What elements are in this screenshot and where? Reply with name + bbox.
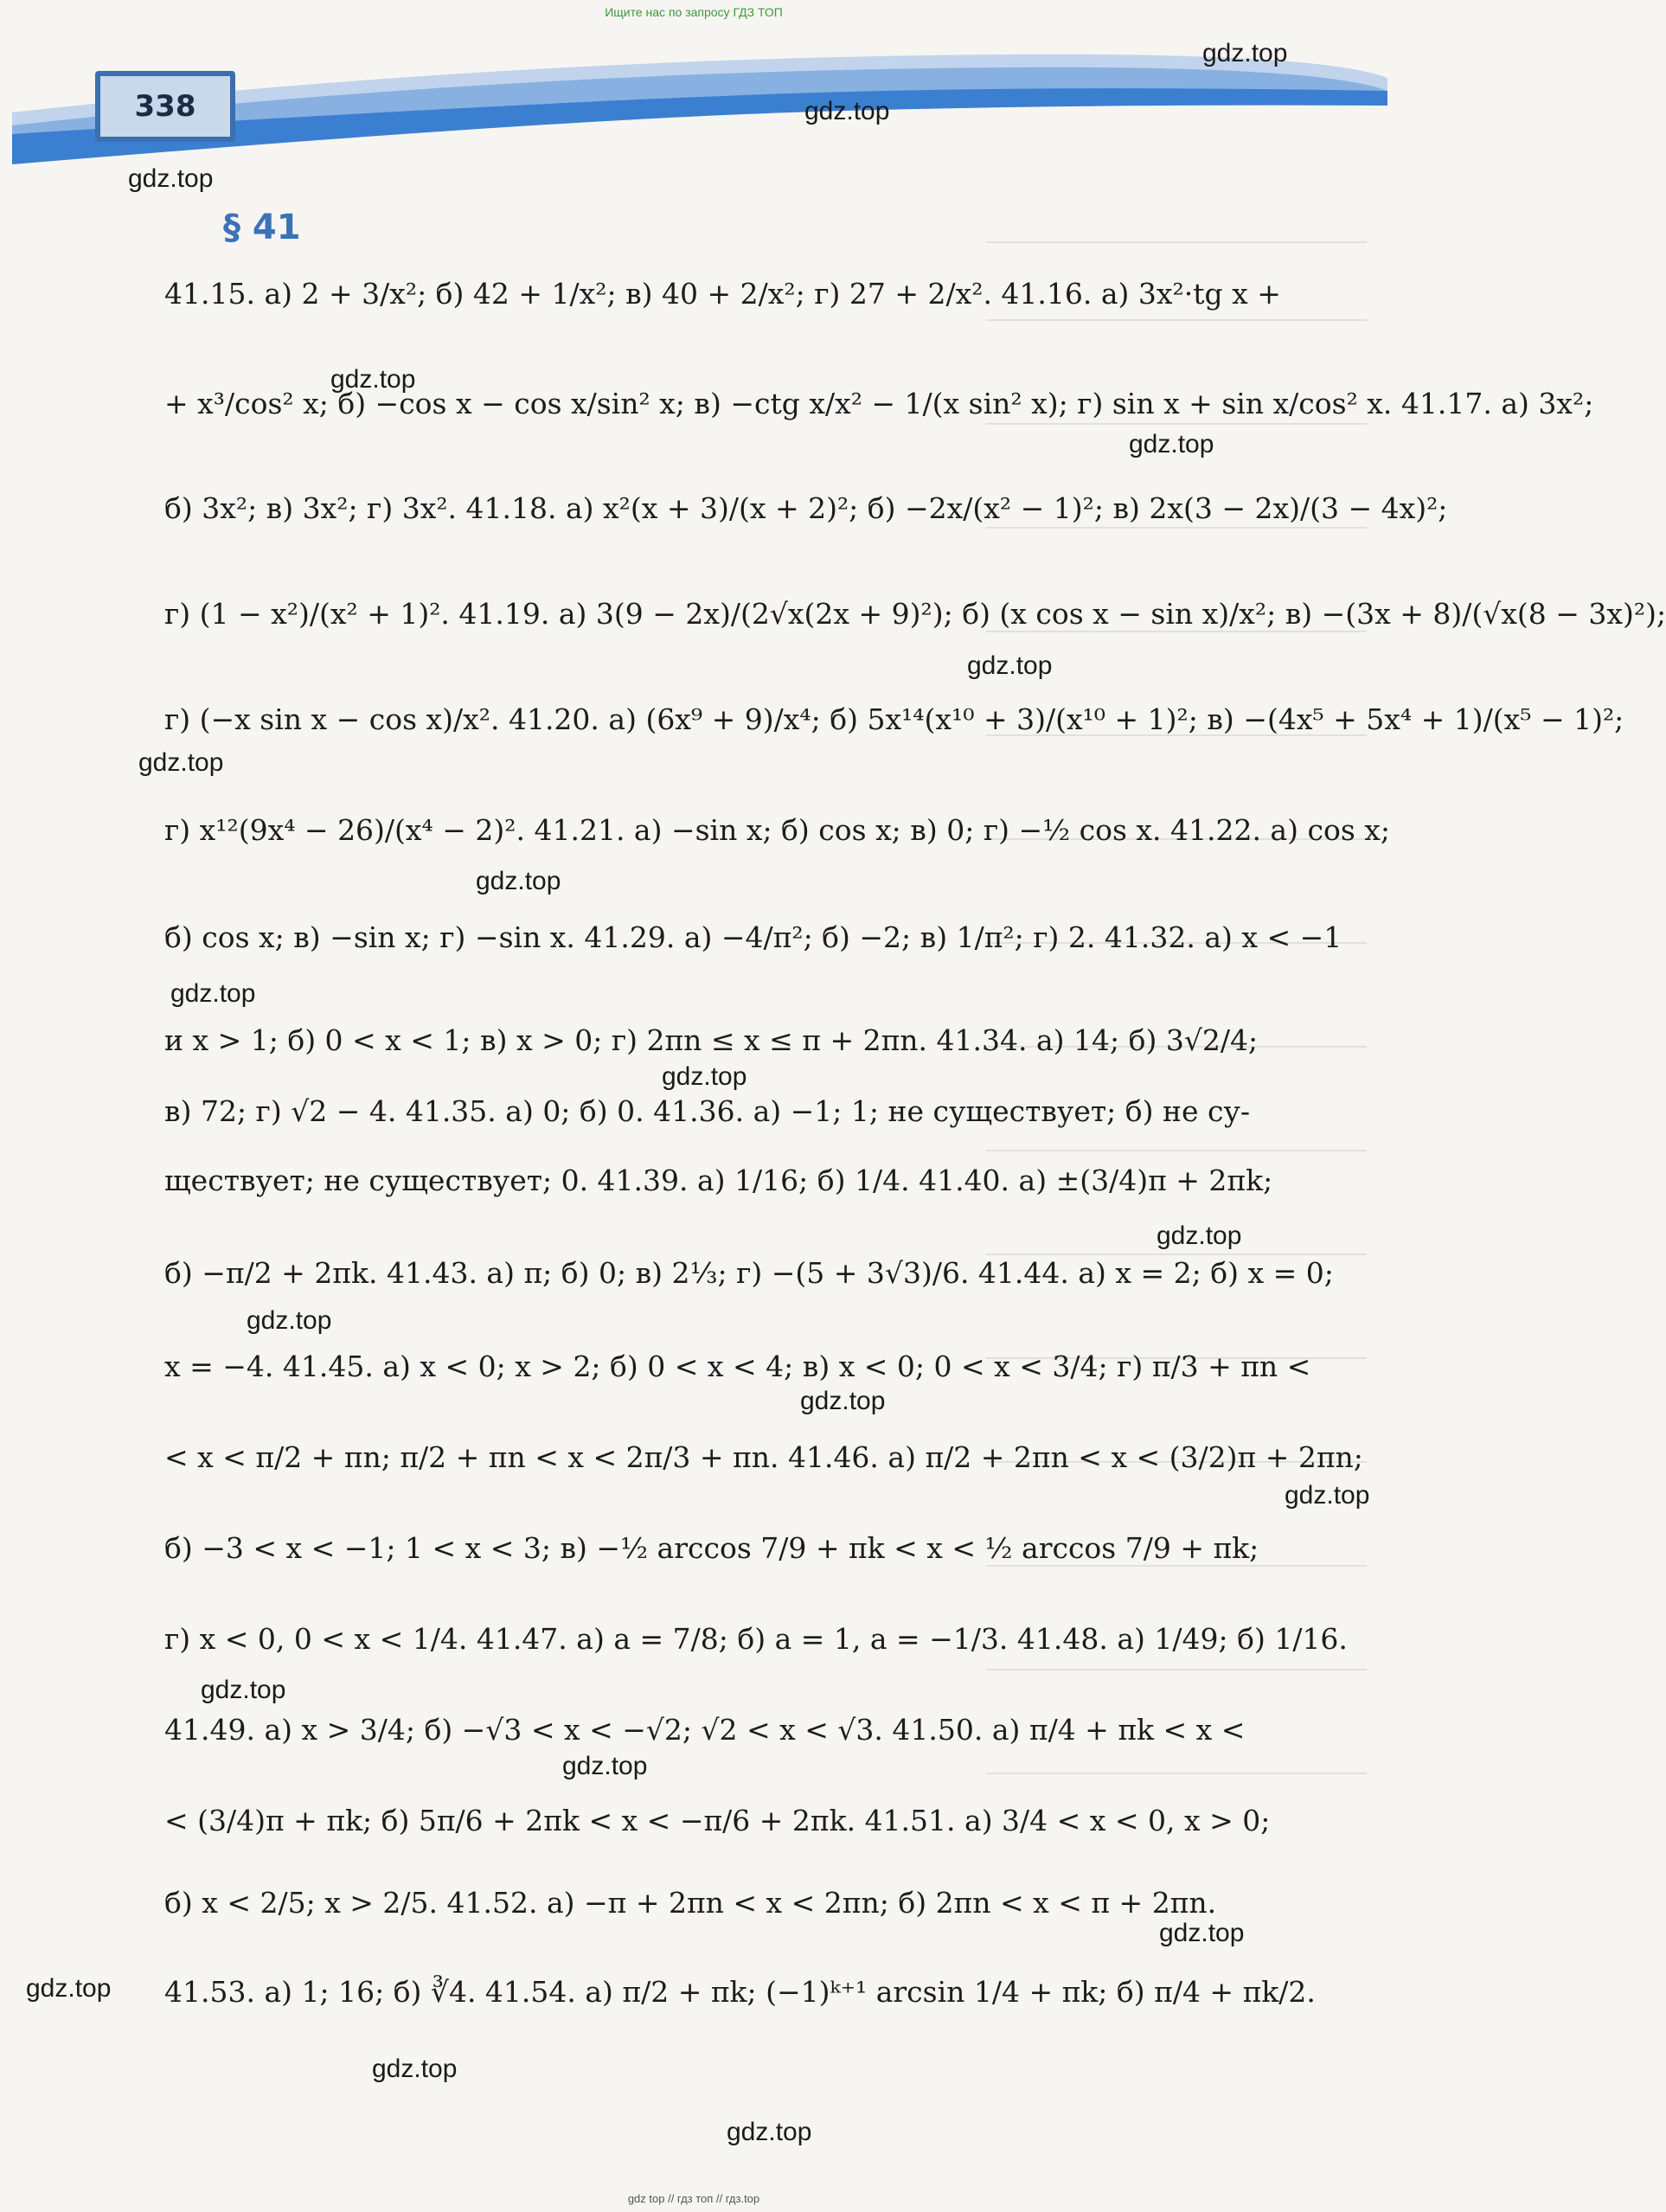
answer-line: < (3/4)π + πk; б) 5π/6 + 2πk < x < −π/6 + 2πk. 41.51. а) 3/4 < x < 0, x > 0; (164, 1804, 1271, 1837)
watermark: gdz.top (1285, 1481, 1370, 1510)
answer-line: б) −π/2 + 2πk. 41.43. а) π; б) 0; в) 2⅓; г) −(5 + 3√3)/6. 41.44. а) x = 2; б) x = 0; (164, 1256, 1334, 1290)
watermark: gdz.top (1159, 1919, 1245, 1947)
watermark: gdz.top (26, 1974, 112, 2003)
page-number: 338 (95, 71, 235, 142)
watermark: gdz.top (727, 2118, 812, 2146)
watermark: gdz.top (662, 1062, 747, 1091)
answer-line: + x³/cos² x; б) −cos x − cos x/sin² x; в) −ctg x/x² − 1/(x sin² x); г) sin x + sin x/cos² x. 41.17. а) 3x²; (164, 387, 1594, 420)
answer-line: б) 3x²; в) 3x²; г) 3x². 41.18. а) x²(x + 3)/(x + 2)²; б) −2x/(x² − 1)²; в) 2x(3 − 2x)/(3 − 4x)²; (164, 491, 1448, 525)
answer-line: 41.53. а) 1; 16; б) ∛4. 41.54. а) π/2 + πk; (−1)ᵏ⁺¹ arcsin 1/4 + πk; б) π/4 + πk/2. (164, 1975, 1316, 2009)
watermark: gdz.top (1157, 1221, 1242, 1250)
answer-line: < x < π/2 + πn; π/2 + πn < x < 2π/3 + πn. 41.46. а) π/2 + 2πn < x < (3/2)π + 2πn; (164, 1440, 1363, 1474)
answer-line: б) x < 2/5; x > 2/5. 41.52. а) −π + 2πn < x < 2πn; б) 2πn < x < π + 2πn. (164, 1886, 1217, 1920)
watermark: gdz.top (330, 365, 416, 394)
answer-line: ществует; не существует; 0. 41.39. а) 1/16; б) 1/4. 41.40. а) ±(3/4)π + 2πk; (164, 1164, 1273, 1197)
watermark: gdz.top (372, 2055, 458, 2083)
answer-line: г) (1 − x²)/(x² + 1)². 41.19. а) 3(9 − 2x)/(2√x(2x + 9)²); б) (x cos x − sin x)/x²; в) −(3x + 8)/(√x(8 − 3x)²); (164, 597, 1666, 631)
watermark: gdz.top (1129, 430, 1214, 458)
answer-line: x = −4. 41.45. а) x < 0; x > 2; б) 0 < x < 4; в) x < 0; 0 < x < 3/4; г) π/3 + πn < (164, 1350, 1311, 1383)
answer-line: в) 72; г) √2 − 4. 41.35. а) 0; б) 0. 41.36. а) −1; 1; не существует; б) не су- (164, 1094, 1251, 1128)
watermark: gdz.top (128, 164, 214, 193)
top-note: Ищите нас по запросу ГДЗ ТОП (605, 5, 783, 19)
watermark: gdz.top (138, 748, 224, 777)
watermark: gdz.top (247, 1306, 332, 1335)
answer-line: 41.15. а) 2 + 3/x²; б) 42 + 1/x²; в) 40 + 2/x²; г) 27 + 2/x². 41.16. а) 3x²·tg x + (164, 277, 1281, 311)
watermark: gdz.top (800, 1387, 886, 1415)
answer-line: б) −3 < x < −1; 1 < x < 3; в) −½ arccos 7/9 + πk < x < ½ arccos 7/9 + πk; (164, 1531, 1259, 1565)
section-title: § 41 (223, 208, 301, 247)
answer-line: г) x < 0, 0 < x < 1/4. 41.47. а) a = 7/8; б) a = 1, a = −1/3. 41.48. а) 1/49; б) 1/16. (164, 1622, 1348, 1656)
answer-line: 41.49. а) x > 3/4; б) −√3 < x < −√2; √2 < x < √3. 41.50. а) π/4 + πk < x < (164, 1713, 1246, 1747)
watermark: gdz.top (804, 97, 890, 125)
watermark: gdz.top (201, 1676, 286, 1704)
answer-line: г) x¹²(9x⁴ − 26)/(x⁴ − 2)². 41.21. а) −sin x; б) cos x; в) 0; г) −½ cos x. 41.22. а) cos x; (164, 813, 1390, 847)
watermark: gdz.top (1202, 39, 1288, 67)
watermark: gdz.top (967, 651, 1053, 680)
watermark: gdz.top (476, 867, 561, 895)
watermark: gdz.top (562, 1752, 648, 1780)
answer-line: г) (−x sin x − cos x)/x². 41.20. а) (6x⁹ + 9)/x⁴; б) 5x¹⁴(x¹⁰ + 3)/(x¹⁰ + 1)²; в) −(4x⁵ + 5x⁴ + 1)/(x⁵ − 1)²; (164, 702, 1624, 736)
answer-line: б) cos x; в) −sin x; г) −sin x. 41.29. а) −4/π²; б) −2; в) 1/π²; г) 2. 41.32. а) x < −1 (164, 920, 1342, 954)
bottom-note: gdz top // гдз топ // гдз.top (627, 2192, 760, 2205)
answer-line: и x > 1; б) 0 < x < 1; в) x > 0; г) 2πn ≤ x ≤ π + 2πn. 41.34. а) 14; б) 3√2/4; (164, 1023, 1259, 1057)
watermark: gdz.top (170, 979, 256, 1008)
